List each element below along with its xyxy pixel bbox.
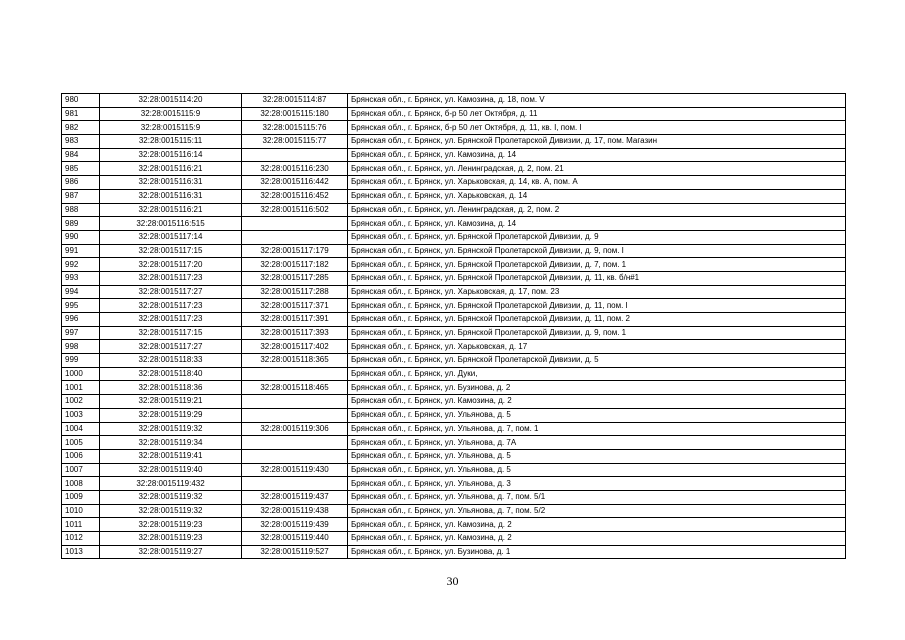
address-cell: Брянская обл., г. Брянск, ул. Ульянова, д. 5: [348, 463, 846, 477]
table-row: [62, 176, 846, 190]
land-cadastral-number-cell: 32:28:0015116:21: [100, 162, 242, 176]
table-row: [62, 395, 846, 409]
land-cadastral-number-cell: 32:28:0015118:33: [100, 354, 242, 368]
land-cadastral-number-cell: 32:28:0015116:14: [100, 148, 242, 162]
address-cell: Брянская обл., г. Брянск, ул. Харьковская, д. 17, пом. 23: [348, 285, 846, 299]
object-cadastral-number-cell: 32:28:0015116:502: [242, 203, 348, 217]
row-number-cell: 983: [62, 135, 100, 149]
row-number-cell: 1009: [62, 490, 100, 504]
table-row: [62, 189, 846, 203]
table-row: [62, 436, 846, 450]
land-cadastral-number-cell: 32:28:0015117:23: [100, 299, 242, 313]
address-cell: Брянская обл., г. Брянск, ул. Брянской Пролетарской Дивизии, д. 7, пом. 1: [348, 258, 846, 272]
address-cell: Брянская обл., г. Брянск, ул. Ульянова, д. 5: [348, 449, 846, 463]
table-row: [62, 230, 846, 244]
land-cadastral-number-cell: 32:28:0015119:23: [100, 532, 242, 546]
table-row: [62, 121, 846, 135]
object-cadastral-number-cell: 32:28:0015117:179: [242, 244, 348, 258]
row-number-cell: 1008: [62, 477, 100, 491]
object-cadastral-number-cell: 32:28:0015117:182: [242, 258, 348, 272]
row-number-cell: 991: [62, 244, 100, 258]
land-cadastral-number-cell: 32:28:0015117:23: [100, 271, 242, 285]
address-cell: Брянская обл., г. Брянск, ул. Ульянова, д. 3: [348, 477, 846, 491]
row-number-cell: 987: [62, 189, 100, 203]
object-cadastral-number-cell: 32:28:0015118:365: [242, 354, 348, 368]
object-cadastral-number-cell: 32:28:0015115:76: [242, 121, 348, 135]
table-row: [62, 313, 846, 327]
object-cadastral-number-cell: 32:28:0015119:306: [242, 422, 348, 436]
address-cell: Брянская обл., г. Брянск, ул. Бузинова, д. 1: [348, 545, 846, 559]
table-row: [62, 217, 846, 231]
row-number-cell: 1006: [62, 449, 100, 463]
row-number-cell: 997: [62, 326, 100, 340]
table-row: [62, 518, 846, 532]
object-cadastral-number-cell: 32:28:0015119:440: [242, 532, 348, 546]
address-cell: Брянская обл., г. Брянск, ул. Бузинова, д. 2: [348, 381, 846, 395]
table-row: [62, 135, 846, 149]
land-cadastral-number-cell: 32:28:0015117:27: [100, 285, 242, 299]
table-row: [62, 504, 846, 518]
address-cell: Брянская обл., г. Брянск, ул. Камозина, д. 2: [348, 395, 846, 409]
table-row: [62, 258, 846, 272]
land-cadastral-number-cell: 32:28:0015119:29: [100, 408, 242, 422]
land-cadastral-number-cell: 32:28:0015118:36: [100, 381, 242, 395]
object-cadastral-number-cell: 32:28:0015117:285: [242, 271, 348, 285]
address-cell: Брянская обл., г. Брянск, ул. Ленинградская, д. 2, пом. 2: [348, 203, 846, 217]
land-cadastral-number-cell: 32:28:0015117:23: [100, 313, 242, 327]
land-cadastral-number-cell: 32:28:0015119:32: [100, 422, 242, 436]
row-number-cell: 1004: [62, 422, 100, 436]
row-number-cell: 993: [62, 271, 100, 285]
land-cadastral-number-cell: 32:28:0015117:14: [100, 230, 242, 244]
row-number-cell: 1002: [62, 395, 100, 409]
land-cadastral-number-cell: 32:28:0015117:15: [100, 326, 242, 340]
address-cell: Брянская обл., г. Брянск, ул. Брянской Пролетарской Дивизии, д. 17, пом. Магазин: [348, 135, 846, 149]
address-cell: Брянская обл., г. Брянск, ул. Ленинградская, д. 2, пом. 21: [348, 162, 846, 176]
land-cadastral-number-cell: 32:28:0015119:34: [100, 436, 242, 450]
row-number-cell: 988: [62, 203, 100, 217]
land-cadastral-number-cell: 32:28:0015115:11: [100, 135, 242, 149]
object-cadastral-number-cell: 32:28:0015117:391: [242, 313, 348, 327]
row-number-cell: 995: [62, 299, 100, 313]
table-row: [62, 271, 846, 285]
address-cell: Брянская обл., г. Брянск, б-р 50 лет Октября, д. 11: [348, 107, 846, 121]
table-row: [62, 203, 846, 217]
row-number-cell: 999: [62, 354, 100, 368]
table-row: [62, 381, 846, 395]
row-number-cell: 985: [62, 162, 100, 176]
land-cadastral-number-cell: 32:28:0015116:515: [100, 217, 242, 231]
object-cadastral-number-cell: 32:28:0015115:180: [242, 107, 348, 121]
address-cell: Брянская обл., г. Брянск, ул. Камозина, д. 14: [348, 148, 846, 162]
land-cadastral-number-cell: 32:28:0015119:27: [100, 545, 242, 559]
address-cell: Брянская обл., г. Брянск, ул. Брянской Пролетарской Дивизии, д. 11, пом. I: [348, 299, 846, 313]
land-cadastral-number-cell: 32:28:0015119:432: [100, 477, 242, 491]
cadastral-table: [61, 93, 846, 559]
land-cadastral-number-cell: 32:28:0015115:9: [100, 121, 242, 135]
table-row: [62, 162, 846, 176]
address-cell: Брянская обл., г. Брянск, ул. Брянской Пролетарской Дивизии, д. 9, пом. 1: [348, 326, 846, 340]
table-row: [62, 285, 846, 299]
object-cadastral-number-cell: [242, 230, 348, 244]
object-cadastral-number-cell: 32:28:0015119:430: [242, 463, 348, 477]
table-row: [62, 545, 846, 559]
address-cell: Брянская обл., г. Брянск, ул. Камозина, д. 18, пом. V: [348, 94, 846, 108]
object-cadastral-number-cell: 32:28:0015119:438: [242, 504, 348, 518]
address-cell: Брянская обл., г. Брянск, ул. Харьковская, д. 17: [348, 340, 846, 354]
address-cell: Брянская обл., г. Брянск, ул. Брянской Пролетарской Дивизии, д. 5: [348, 354, 846, 368]
object-cadastral-number-cell: 32:28:0015116:442: [242, 176, 348, 190]
table-row: [62, 94, 846, 108]
address-cell: Брянская обл., г. Брянск, ул. Ульянова, д. 7, пом. 5/2: [348, 504, 846, 518]
land-cadastral-number-cell: 32:28:0015119:23: [100, 518, 242, 532]
land-cadastral-number-cell: 32:28:0015116:31: [100, 176, 242, 190]
object-cadastral-number-cell: [242, 217, 348, 231]
object-cadastral-number-cell: [242, 449, 348, 463]
table-row: [62, 449, 846, 463]
table-row: [62, 107, 846, 121]
table-row: [62, 408, 846, 422]
object-cadastral-number-cell: 32:28:0015117:393: [242, 326, 348, 340]
table-row: [62, 354, 846, 368]
address-cell: Брянская обл., г. Брянск, ул. Камозина, д. 2: [348, 518, 846, 532]
address-cell: Брянская обл., г. Брянск, ул. Дуки,: [348, 367, 846, 381]
land-cadastral-number-cell: 32:28:0015114:20: [100, 94, 242, 108]
row-number-cell: 1000: [62, 367, 100, 381]
table-row: [62, 367, 846, 381]
row-number-cell: 984: [62, 148, 100, 162]
land-cadastral-number-cell: 32:28:0015116:31: [100, 189, 242, 203]
row-number-cell: 1011: [62, 518, 100, 532]
row-number-cell: 1003: [62, 408, 100, 422]
table-row: [62, 532, 846, 546]
object-cadastral-number-cell: [242, 148, 348, 162]
page-number: 30: [446, 574, 459, 588]
object-cadastral-number-cell: [242, 395, 348, 409]
land-cadastral-number-cell: 32:28:0015117:20: [100, 258, 242, 272]
land-cadastral-number-cell: 32:28:0015119:32: [100, 490, 242, 504]
object-cadastral-number-cell: 32:28:0015116:452: [242, 189, 348, 203]
object-cadastral-number-cell: 32:28:0015115:77: [242, 135, 348, 149]
address-cell: Брянская обл., г. Брянск, ул. Камозина, д. 14: [348, 217, 846, 231]
land-cadastral-number-cell: 32:28:0015119:21: [100, 395, 242, 409]
table-row: [62, 326, 846, 340]
table-row: [62, 244, 846, 258]
table-row: [62, 477, 846, 491]
row-number-cell: 992: [62, 258, 100, 272]
object-cadastral-number-cell: 32:28:0015117:371: [242, 299, 348, 313]
object-cadastral-number-cell: 32:28:0015119:439: [242, 518, 348, 532]
table-row: [62, 299, 846, 313]
object-cadastral-number-cell: 32:28:0015116:230: [242, 162, 348, 176]
address-cell: Брянская обл., г. Брянск, ул. Брянской Пролетарской Дивизии, д. 9, пом. I: [348, 244, 846, 258]
object-cadastral-number-cell: 32:28:0015119:437: [242, 490, 348, 504]
land-cadastral-number-cell: 32:28:0015118:40: [100, 367, 242, 381]
object-cadastral-number-cell: [242, 408, 348, 422]
address-cell: Брянская обл., г. Брянск, ул. Камозина, д. 2: [348, 532, 846, 546]
land-cadastral-number-cell: 32:28:0015117:15: [100, 244, 242, 258]
row-number-cell: 998: [62, 340, 100, 354]
row-number-cell: 986: [62, 176, 100, 190]
table-row: [62, 490, 846, 504]
address-cell: Брянская обл., г. Брянск, ул. Брянской Пролетарской Дивизии, д. 9: [348, 230, 846, 244]
row-number-cell: 980: [62, 94, 100, 108]
row-number-cell: 989: [62, 217, 100, 231]
row-number-cell: 994: [62, 285, 100, 299]
table-row: [62, 340, 846, 354]
address-cell: Брянская обл., г. Брянск, б-р 50 лет Октября, д. 11, кв. I, пом. I: [348, 121, 846, 135]
object-cadastral-number-cell: 32:28:0015117:288: [242, 285, 348, 299]
row-number-cell: 1010: [62, 504, 100, 518]
row-number-cell: 1007: [62, 463, 100, 477]
land-cadastral-number-cell: 32:28:0015119:40: [100, 463, 242, 477]
row-number-cell: 990: [62, 230, 100, 244]
land-cadastral-number-cell: 32:28:0015116:21: [100, 203, 242, 217]
object-cadastral-number-cell: 32:28:0015117:402: [242, 340, 348, 354]
address-cell: Брянская обл., г. Брянск, ул. Ульянова, д. 7А: [348, 436, 846, 450]
object-cadastral-number-cell: [242, 477, 348, 491]
address-cell: Брянская обл., г. Брянск, ул. Брянской Пролетарской Дивизии, д. 11, пом. 2: [348, 313, 846, 327]
object-cadastral-number-cell: 32:28:0015118:465: [242, 381, 348, 395]
address-cell: Брянская обл., г. Брянск, ул. Харьковская, д. 14, кв. А, пом. А: [348, 176, 846, 190]
land-cadastral-number-cell: 32:28:0015117:27: [100, 340, 242, 354]
address-cell: Брянская обл., г. Брянск, ул. Харьковская, д. 14: [348, 189, 846, 203]
land-cadastral-number-cell: 32:28:0015119:32: [100, 504, 242, 518]
land-cadastral-number-cell: 32:28:0015115:9: [100, 107, 242, 121]
row-number-cell: 1013: [62, 545, 100, 559]
address-cell: Брянская обл., г. Брянск, ул. Брянской Пролетарской Дивизии, д. 11, кв. б/н#1: [348, 271, 846, 285]
address-cell: Брянская обл., г. Брянск, ул. Ульянова, д. 5: [348, 408, 846, 422]
cadastral-table-body: [62, 94, 846, 559]
table-row: [62, 463, 846, 477]
row-number-cell: 982: [62, 121, 100, 135]
address-cell: Брянская обл., г. Брянск, ул. Ульянова, д. 7, пом. 1: [348, 422, 846, 436]
row-number-cell: 996: [62, 313, 100, 327]
object-cadastral-number-cell: [242, 367, 348, 381]
row-number-cell: 1012: [62, 532, 100, 546]
row-number-cell: 1001: [62, 381, 100, 395]
address-cell: Брянская обл., г. Брянск, ул. Ульянова, д. 7, пом. 5/1: [348, 490, 846, 504]
object-cadastral-number-cell: [242, 436, 348, 450]
object-cadastral-number-cell: 32:28:0015114:87: [242, 94, 348, 108]
row-number-cell: 981: [62, 107, 100, 121]
table-row: [62, 148, 846, 162]
land-cadastral-number-cell: 32:28:0015119:41: [100, 449, 242, 463]
table-row: [62, 422, 846, 436]
row-number-cell: 1005: [62, 436, 100, 450]
object-cadastral-number-cell: 32:28:0015119:527: [242, 545, 348, 559]
